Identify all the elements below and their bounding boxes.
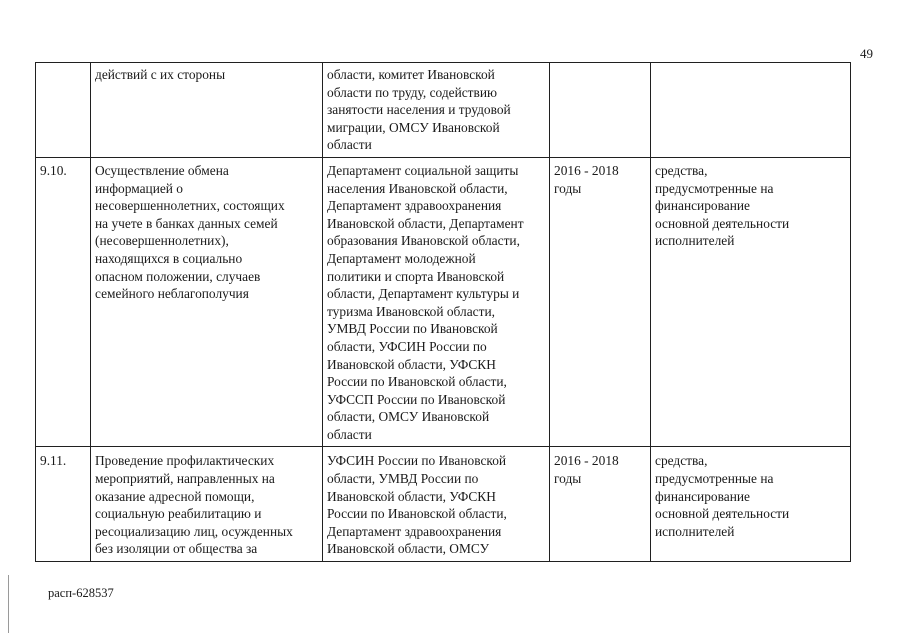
- cell-line: УФСИН России по Ивановской: [327, 453, 507, 469]
- term-cell: [550, 447, 651, 562]
- measure-description-cell: [91, 447, 323, 562]
- cell-line: УМВД России по Ивановской: [327, 321, 498, 337]
- cell-line: мероприятий, направленных на: [95, 471, 275, 487]
- cell-line: предусмотренные на: [655, 471, 774, 487]
- financing-cell: [651, 447, 851, 562]
- cell-line: 2016 - 2018: [554, 162, 619, 178]
- cell-line: 9.10.: [40, 162, 67, 178]
- cell-line: опасном положении, случаев: [95, 268, 261, 284]
- cell-line: Департамент здравоохранения: [327, 198, 502, 214]
- cell-line: Ивановской области, ОМСУ: [327, 541, 490, 557]
- cell-line: средства,: [655, 453, 708, 469]
- cell-line: занятости населения и трудовой: [327, 102, 511, 118]
- cell-line: области: [327, 426, 372, 442]
- cell-line: действий с их стороны: [95, 67, 226, 82]
- cell-line: России по Ивановской области,: [327, 506, 507, 522]
- cell-line: области, УФСИН России по: [327, 338, 487, 354]
- cell-line: годы: [554, 180, 582, 196]
- cell-line: средства,: [655, 162, 708, 178]
- cell-line: Департамент здравоохранения: [327, 523, 502, 539]
- cell-line: области, УМВД России по: [327, 471, 479, 487]
- cell-line: Ивановской области, УФСКН: [327, 356, 496, 372]
- financing-cell: [651, 157, 851, 447]
- table-row: [36, 447, 851, 562]
- cell-line: области: [327, 137, 372, 153]
- cell-line: информацией о: [95, 180, 184, 196]
- cell-line: исполнителей: [655, 233, 735, 249]
- cell-line: оказание адресной помощи,: [95, 488, 255, 504]
- cell-line: предусмотренные на: [655, 180, 774, 196]
- cell-line: исполнителей: [655, 523, 735, 539]
- cell-line: политики и спорта Ивановской: [327, 268, 505, 284]
- cell-line: миграции, ОМСУ Ивановской: [327, 119, 500, 135]
- executors-cell: [323, 157, 550, 447]
- cell-line: несовершеннолетних, состоящих: [95, 198, 285, 214]
- cell-line: населения Ивановской области,: [327, 180, 508, 196]
- cell-line: основной деятельности: [655, 506, 790, 522]
- term-cell: [550, 63, 651, 158]
- cell-line: области, Департамент культуры и: [327, 286, 520, 302]
- executors-cell: [323, 63, 550, 158]
- cell-line: (несовершеннолетних),: [95, 233, 229, 249]
- cell-line: финансирование: [655, 488, 750, 504]
- item-number-cell: [36, 447, 91, 562]
- cell-line: ресоциализацию лиц, осужденных: [95, 523, 293, 539]
- cell-line: социальную реабилитацию и: [95, 506, 262, 522]
- cell-line: финансирование: [655, 198, 750, 214]
- cell-line: Ивановской области, Департамент: [327, 215, 524, 231]
- measure-description-cell: [91, 63, 323, 158]
- cell-line: находящихся в социально: [95, 250, 243, 266]
- table-row: [36, 63, 851, 158]
- measures-table: [35, 62, 851, 562]
- cell-line: Проведение профилактических: [95, 453, 275, 469]
- cell-line: годы: [554, 471, 582, 487]
- cell-line: области по труду, содействию: [327, 84, 498, 100]
- cell-line: семейного неблагополучия: [95, 286, 249, 302]
- document-code: расп-628537: [48, 586, 114, 600]
- cell-line: на учете в банках данных семей: [95, 215, 278, 231]
- executors-cell: [323, 447, 550, 562]
- scan-margin-line: [8, 575, 9, 633]
- measure-description-cell: [91, 157, 323, 447]
- cell-line: Департамент молодежной: [327, 250, 476, 266]
- financing-cell: [651, 63, 851, 158]
- cell-line: Осуществление обмена: [95, 162, 229, 178]
- cell-line: туризма Ивановской области,: [327, 303, 495, 319]
- cell-line: Департамент социальной защиты: [327, 162, 519, 178]
- term-cell: [550, 157, 651, 447]
- cell-line: Ивановской области, УФСКН: [327, 488, 496, 504]
- cell-line: России по Ивановской области,: [327, 374, 507, 390]
- cell-line: 2016 - 2018: [554, 453, 619, 469]
- cell-line: основной деятельности: [655, 215, 790, 231]
- cell-line: области, ОМСУ Ивановской: [327, 409, 490, 425]
- cell-line: образования Ивановской области,: [327, 233, 520, 249]
- page-number: 49: [860, 46, 873, 61]
- cell-line: УФССП России по Ивановской: [327, 391, 506, 407]
- cell-line: 9.11.: [40, 453, 67, 469]
- cell-line: без изоляции от общества за: [95, 541, 258, 557]
- table-row: [36, 157, 851, 447]
- cell-line: области, комитет Ивановской: [327, 67, 495, 82]
- item-number-cell: [36, 63, 91, 158]
- item-number-cell: [36, 157, 91, 447]
